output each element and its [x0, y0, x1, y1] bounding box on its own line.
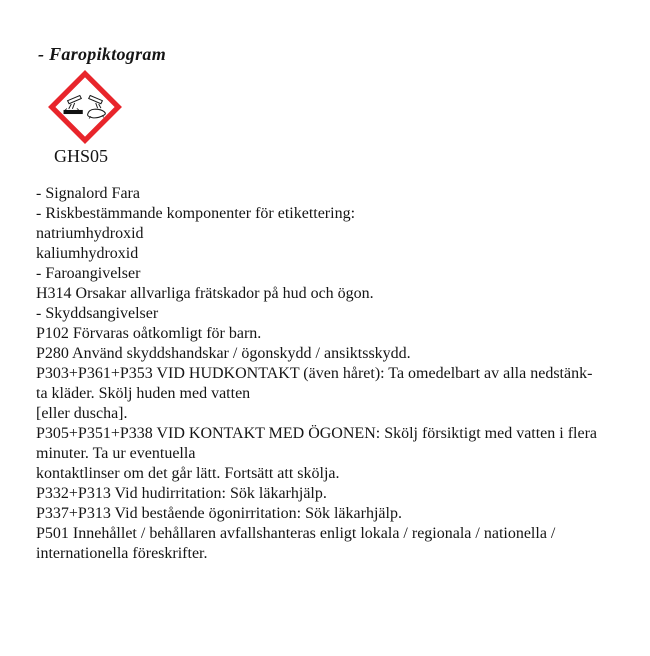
text-line-riskkomponenter: - Riskbestämmande komponenter för etikettering:: [36, 205, 356, 222]
text-line-p303-2: ta kläder. Skölj huden med vatten: [36, 385, 251, 402]
text-line-p102: P102 Förvaras oåtkomligt för barn.: [36, 325, 262, 342]
ghs-code-label: GHS05: [54, 146, 109, 166]
surface-bar: [64, 110, 83, 114]
text-line-h314: H314 Orsakar allvarliga frätskador på hud och ögon.: [36, 285, 374, 302]
diamond-border: [52, 74, 119, 141]
text-line-p305-1: P305+P351+P338 VID KONTAKT MED ÖGONEN: Skölj försiktigt med vatten i flera: [36, 425, 598, 442]
text-line-p305-3: kontaktlinser om det går lätt. Fortsätt att skölja.: [36, 465, 340, 482]
text-line-p303-1: P303+P361+P353 VID HUDKONTAKT (även håret): Ta omedelbart av alla nedstänk-: [36, 365, 593, 382]
text-line-p303-3: [eller duscha].: [36, 405, 128, 422]
text-line-p337: P337+P313 Vid bestående ögonirritation: Sök läkarhjälp.: [36, 505, 402, 522]
ghs-pictogram-block: [46, 70, 136, 167]
text-line-p501-1: P501 Innehållet / behållaren avfallshanteras enligt lokala / regionala / nationella /: [36, 525, 556, 542]
text-line-natriumhydroxid: natriumhydroxid: [36, 225, 144, 242]
section-heading: - Faropiktogram: [38, 44, 167, 64]
ghs05-corrosion-icon: [48, 70, 122, 144]
text-line-p332: P332+P313 Vid hudirritation: Sök läkarhjälp.: [36, 485, 327, 502]
text-line-signalord: - Signalord Fara: [36, 185, 140, 202]
text-line-p280: P280 Använd skyddshandskar / ögonskydd / ansiktsskydd.: [36, 345, 411, 362]
text-line-p501-2: internationella föreskrifter.: [36, 545, 208, 562]
text-line-faroangivelser: - Faroangivelser: [36, 265, 141, 282]
text-line-p305-2: minuter. Ta ur eventuella: [36, 445, 196, 462]
text-line-kaliumhydroxid: kaliumhydroxid: [36, 245, 139, 262]
statements-text-block: [36, 184, 642, 564]
text-line-skyddsangivelser: - Skyddsangivelser: [36, 305, 159, 322]
